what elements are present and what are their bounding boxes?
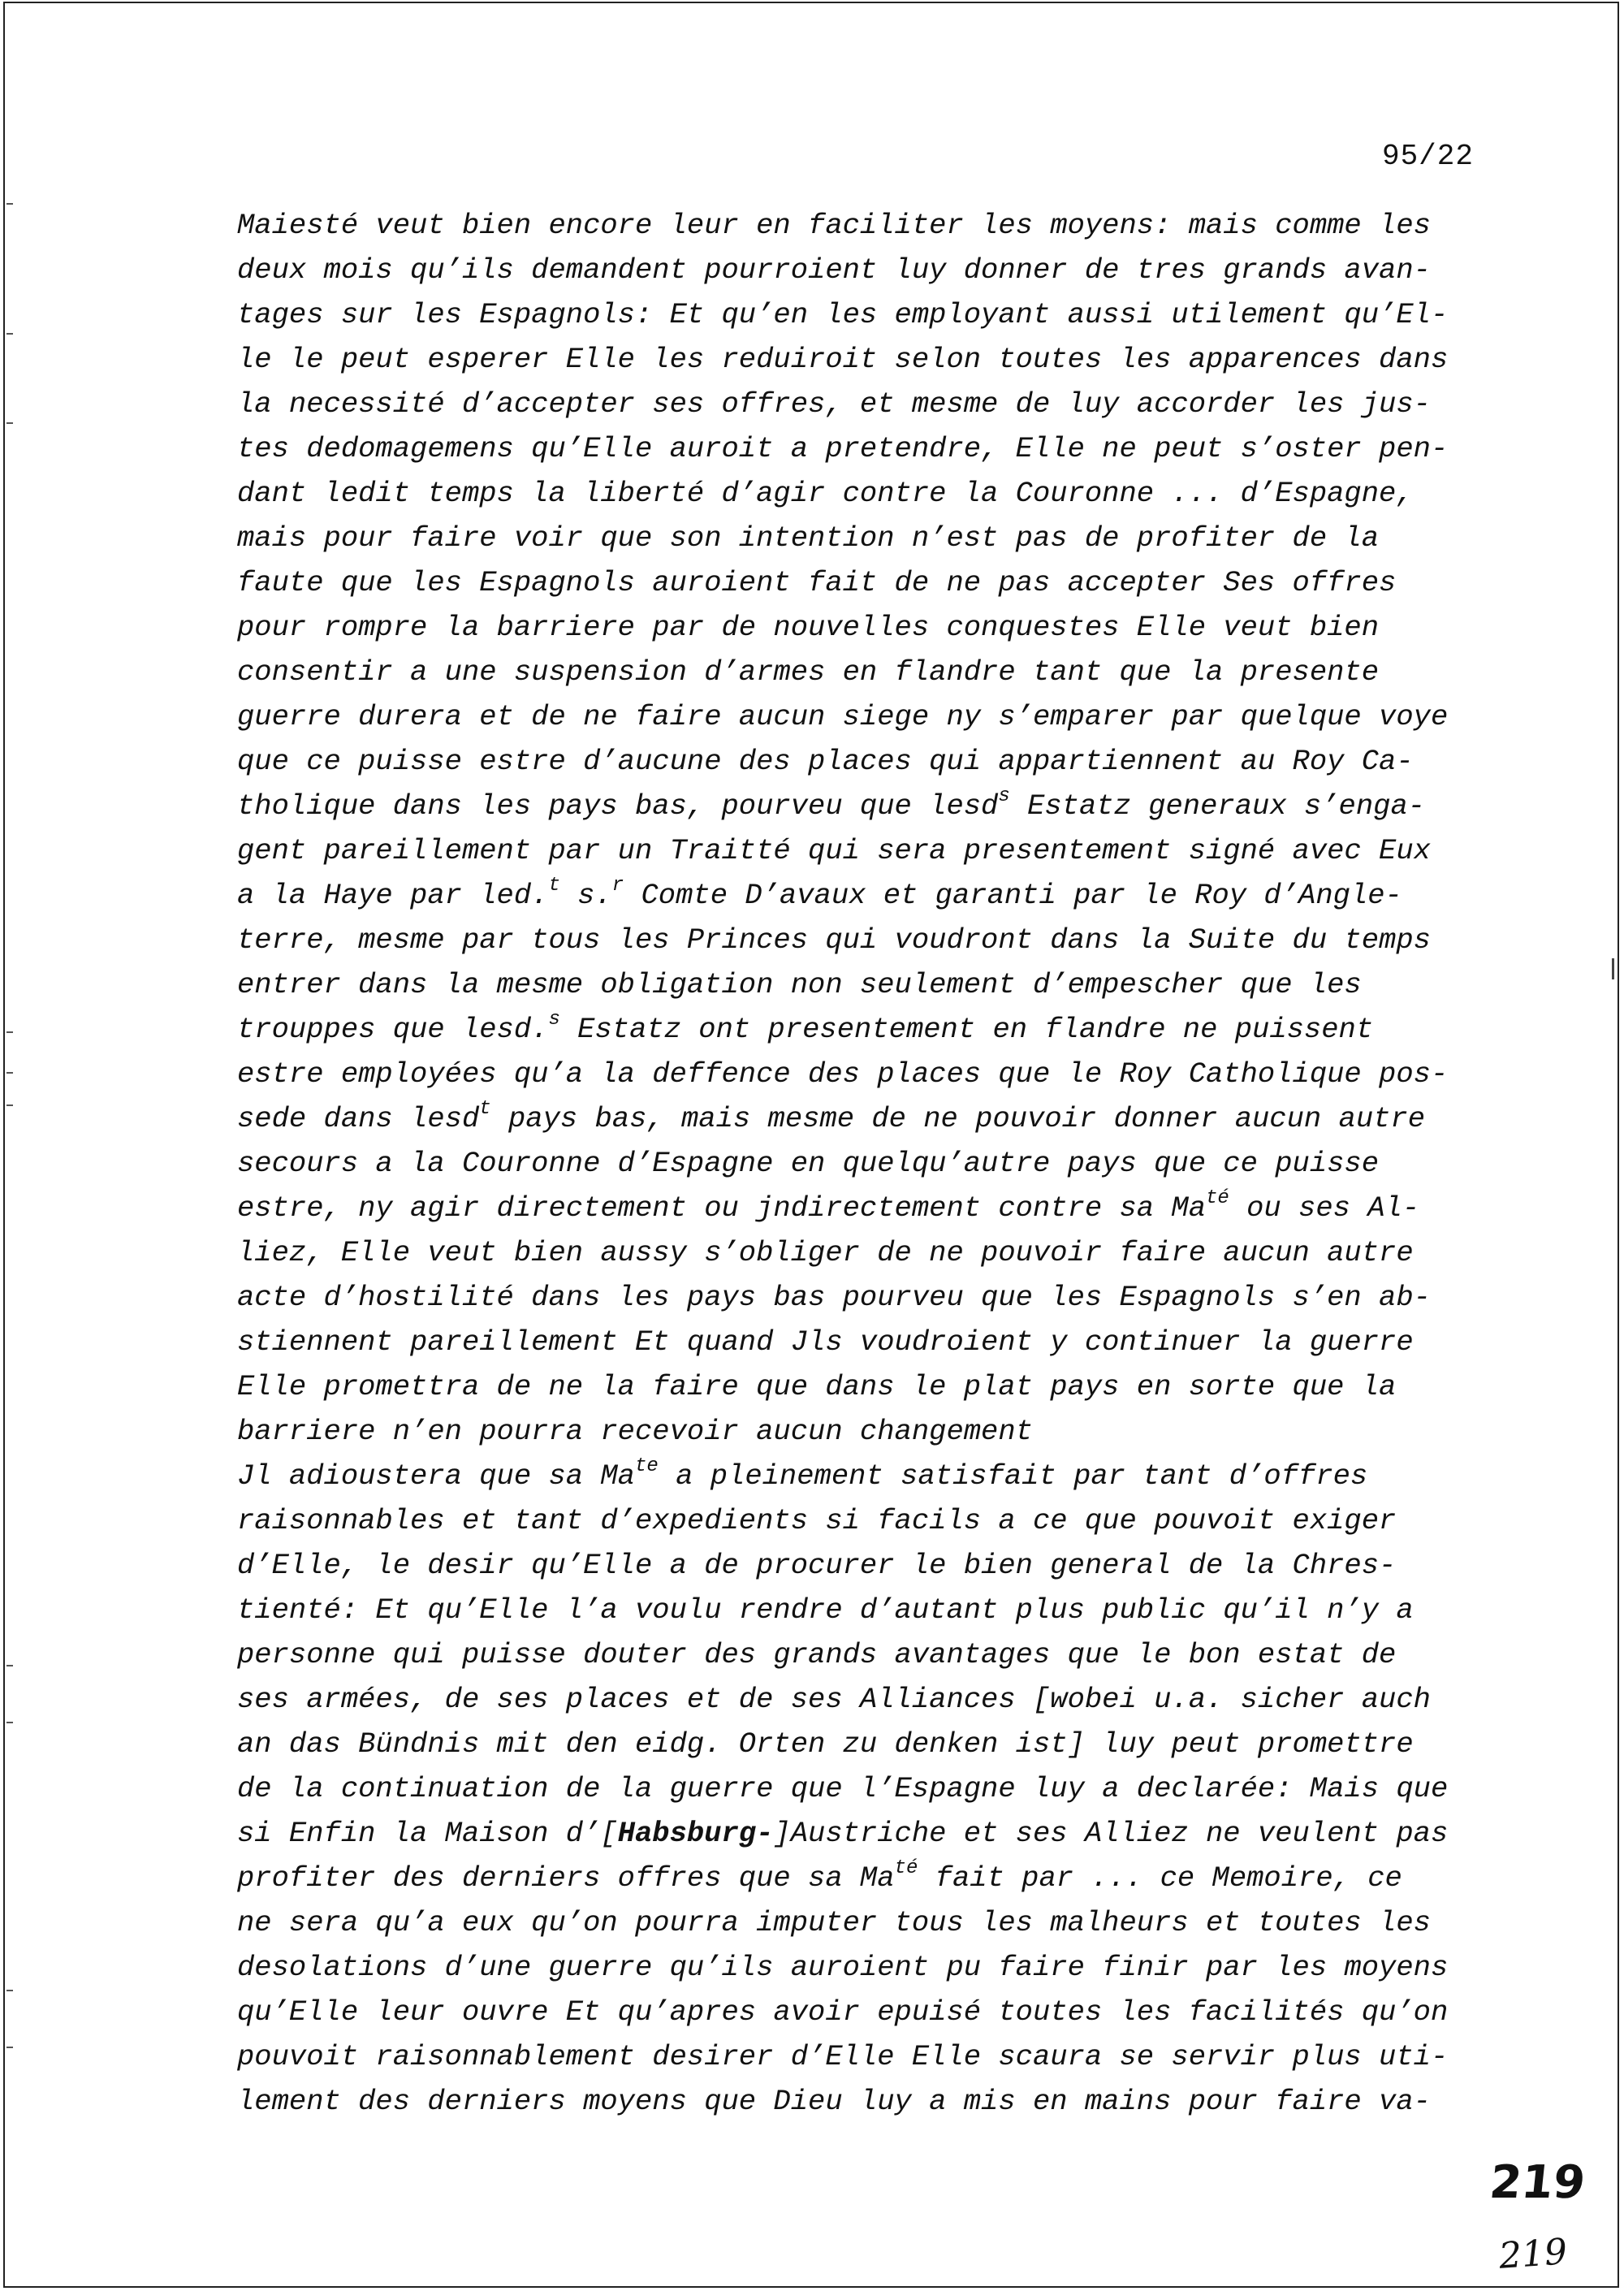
text-line bbox=[237, 1945, 1504, 1990]
text-line bbox=[237, 605, 1504, 650]
text-line bbox=[237, 1588, 1504, 1632]
text-line bbox=[237, 873, 1504, 918]
text-segment: ses armées, de ses places et de ses Alliances [wobei u.a. sicher auch bbox=[237, 1683, 1431, 1716]
text-line bbox=[237, 1186, 1504, 1230]
text-segment: pour rompre la barriere par de nouvelles conquestes Elle veut bien bbox=[237, 611, 1380, 644]
text-segment: trouppes que lesd. bbox=[237, 1013, 549, 1046]
text-segment: gent pareillement par un Traitté qui sera presentement signé avec Eux bbox=[237, 834, 1431, 867]
text-line bbox=[237, 918, 1504, 962]
text-line bbox=[237, 1409, 1504, 1454]
document-body-text bbox=[237, 203, 1504, 2124]
text-segment: raisonnables et tant d’expedients si facils a ce que pouvoit exiger bbox=[237, 1504, 1397, 1537]
superscript-abbreviation: té bbox=[1206, 1187, 1229, 1209]
right-margin-scan-mark bbox=[1612, 958, 1614, 979]
text-line bbox=[237, 1096, 1504, 1141]
text-segment: pays bas, mais mesme de ne pouvoir donner aucun autre bbox=[490, 1102, 1426, 1135]
text-line bbox=[237, 962, 1504, 1007]
text-segment: Jl adioustera que sa Ma bbox=[237, 1459, 635, 1493]
text-segment: entrer dans la mesme obligation non seulement d’empescher que les bbox=[237, 968, 1362, 1001]
superscript-abbreviation: t bbox=[548, 875, 560, 897]
superscript-abbreviation: s bbox=[998, 785, 1010, 807]
text-line bbox=[237, 382, 1504, 426]
text-segment: ou ses Al- bbox=[1229, 1191, 1420, 1225]
text-segment: Estatz ont presentement en flandre ne puissent bbox=[559, 1013, 1374, 1046]
text-segment: ]Austriche et ses Alliez ne veulent pas bbox=[773, 1817, 1449, 1850]
text-segment: d’Elle, le desir qu’Elle a de procurer le bien general de la Chres- bbox=[237, 1549, 1397, 1582]
text-segment: liez, Elle veut bien aussy s’obliger de ne pouvoir faire aucun autre bbox=[237, 1236, 1414, 1269]
text-line bbox=[237, 1766, 1504, 1811]
text-segment: que ce puisse estre d’aucune des places qui appartiennent au Roy Ca- bbox=[237, 745, 1414, 778]
text-line bbox=[237, 1275, 1504, 1320]
text-line bbox=[237, 203, 1504, 248]
superscript-abbreviation: t bbox=[479, 1098, 491, 1120]
superscript-abbreviation: r bbox=[611, 875, 624, 897]
text-line bbox=[237, 292, 1504, 337]
text-segment: a pleinement satisfait par tant d’offres bbox=[658, 1459, 1368, 1493]
text-segment: tes dedomagemens qu’Elle auroit a pretendre, Elle ne peut s’oster pen- bbox=[237, 432, 1449, 465]
text-line bbox=[237, 560, 1504, 605]
text-line bbox=[237, 1543, 1504, 1588]
text-segment: tienté: Et qu’Elle l’a voulu rendre d’autant plus public qu’il n’y a bbox=[237, 1593, 1414, 1627]
text-line bbox=[237, 1498, 1504, 1543]
page-folio-number: 95/22 bbox=[1381, 140, 1474, 173]
text-segment: stiennent pareillement Et quand Jls voudroient y continuer la guerre bbox=[237, 1325, 1414, 1359]
text-line bbox=[237, 1677, 1504, 1722]
editorial-insertion: Habsburg- bbox=[617, 1817, 774, 1850]
text-segment: le le peut esperer Elle les reduiroit selon toutes les apparences dans bbox=[237, 343, 1449, 376]
text-line bbox=[237, 1454, 1504, 1498]
text-segment: sede dans lesd bbox=[237, 1102, 480, 1135]
text-line bbox=[237, 739, 1504, 784]
text-line bbox=[237, 1141, 1504, 1186]
text-segment: pouvoit raisonnablement desirer d’Elle Elle scaura se servir plus uti- bbox=[237, 2040, 1449, 2073]
superscript-abbreviation: te bbox=[634, 1455, 659, 1477]
text-segment: deux mois qu’ils demandent pourroient luy donner de tres grands avan- bbox=[237, 253, 1431, 287]
text-segment: tages sur les Espagnols: Et qu’en les employant aussi utilement qu’El- bbox=[237, 298, 1449, 331]
superscript-abbreviation: s bbox=[548, 1009, 560, 1031]
text-line bbox=[237, 1632, 1504, 1677]
text-segment: s. bbox=[559, 879, 612, 912]
text-segment: faute que les Espagnols auroient fait de ne pas accepter Ses offres bbox=[237, 566, 1397, 599]
text-line bbox=[237, 516, 1504, 560]
text-segment: la necessité d’accepter ses offres, et mesme de luy accorder les jus- bbox=[237, 387, 1431, 421]
text-line bbox=[237, 471, 1504, 516]
text-line bbox=[237, 1722, 1504, 1766]
left-margin-scan-marks bbox=[5, 187, 16, 2055]
text-segment: personne qui puisse douter des grands avantages que le bon estat de bbox=[237, 1638, 1397, 1671]
text-segment: tholique dans les pays bas, pourveu que lesd bbox=[237, 789, 999, 823]
text-segment: consentir a une suspension d’armes en flandre tant que la presente bbox=[237, 655, 1380, 689]
text-line bbox=[237, 1811, 1504, 1856]
text-line bbox=[237, 426, 1504, 471]
text-line bbox=[237, 784, 1504, 828]
text-line bbox=[237, 650, 1504, 694]
text-segment: dant ledit temps la liberté d’agir contre la Couronne ... d’Espagne, bbox=[237, 477, 1414, 510]
text-segment: Comte D’avaux et garanti par le Roy d’Angle- bbox=[624, 879, 1402, 912]
text-line bbox=[237, 1230, 1504, 1275]
text-segment: mais pour faire voir que son intention n’est pas de profiter de la bbox=[237, 521, 1380, 555]
text-line bbox=[237, 1990, 1504, 2034]
text-segment: fait par ... ce Memoire, ce bbox=[918, 1861, 1402, 1895]
text-segment: Estatz generaux s’enga- bbox=[1009, 789, 1426, 823]
text-line bbox=[237, 1052, 1504, 1096]
text-line bbox=[237, 2079, 1504, 2124]
text-segment: si Enfin la Maison d’[ bbox=[237, 1817, 618, 1850]
text-segment: terre, mesme par tous les Princes qui voudront dans la Suite du temps bbox=[237, 923, 1431, 957]
text-line bbox=[237, 1364, 1504, 1409]
text-segment: secours a la Couronne d’Espagne en quelqu’autre pays que ce puisse bbox=[237, 1147, 1380, 1180]
text-line bbox=[237, 828, 1504, 873]
text-segment: a la Haye par led. bbox=[237, 879, 549, 912]
text-segment: desolations d’une guerre qu’ils auroient pu faire finir par les moyens bbox=[237, 1951, 1449, 1984]
text-line bbox=[237, 1320, 1504, 1364]
text-line bbox=[237, 1856, 1504, 1900]
text-segment: Elle promettra de ne la faire que dans le plat pays en sorte que la bbox=[237, 1370, 1397, 1403]
text-line bbox=[237, 337, 1504, 382]
text-segment: ne sera qu’a eux qu’on pourra imputer tous les malheurs et toutes les bbox=[237, 1906, 1431, 1939]
archive-stamp-number: 219 bbox=[1487, 2156, 1588, 2209]
text-segment: guerre durera et de ne faire aucun siege ny s’emparer par quelque voye bbox=[237, 700, 1449, 733]
text-segment: qu’Elle leur ouvre Et qu’apres avoir epuisé toutes les facilités qu’on bbox=[237, 1995, 1449, 2029]
text-segment: lement des derniers moyens que Dieu luy a mis en mains pour faire va- bbox=[237, 2085, 1431, 2118]
text-segment: profiter des derniers offres que sa Ma bbox=[237, 1861, 895, 1895]
text-segment: estre employées qu’a la deffence des places que le Roy Catholique pos- bbox=[237, 1057, 1449, 1091]
text-line bbox=[237, 1900, 1504, 1945]
text-segment: acte d’hostilité dans les pays bas pourveu que les Espagnols s’en ab- bbox=[237, 1281, 1431, 1314]
text-line bbox=[237, 1007, 1504, 1052]
text-line bbox=[237, 694, 1504, 739]
text-segment: estre, ny agir directement ou jndirectement contre sa Ma bbox=[237, 1191, 1206, 1225]
text-line bbox=[237, 248, 1504, 292]
text-segment: barriere n’en pourra recevoir aucun changement bbox=[237, 1415, 1033, 1448]
handwritten-page-number: 219 bbox=[1497, 2231, 1569, 2277]
text-segment: Maiesté veut bien encore leur en faciliter les moyens: mais comme les bbox=[237, 209, 1431, 242]
superscript-abbreviation: té bbox=[894, 1857, 918, 1879]
text-line bbox=[237, 2034, 1504, 2079]
text-segment: de la continuation de la guerre que l’Espagne luy a declarée: Mais que bbox=[237, 1772, 1449, 1805]
text-segment: an das Bündnis mit den eidg. Orten zu denken ist] luy peut promettre bbox=[237, 1727, 1414, 1761]
